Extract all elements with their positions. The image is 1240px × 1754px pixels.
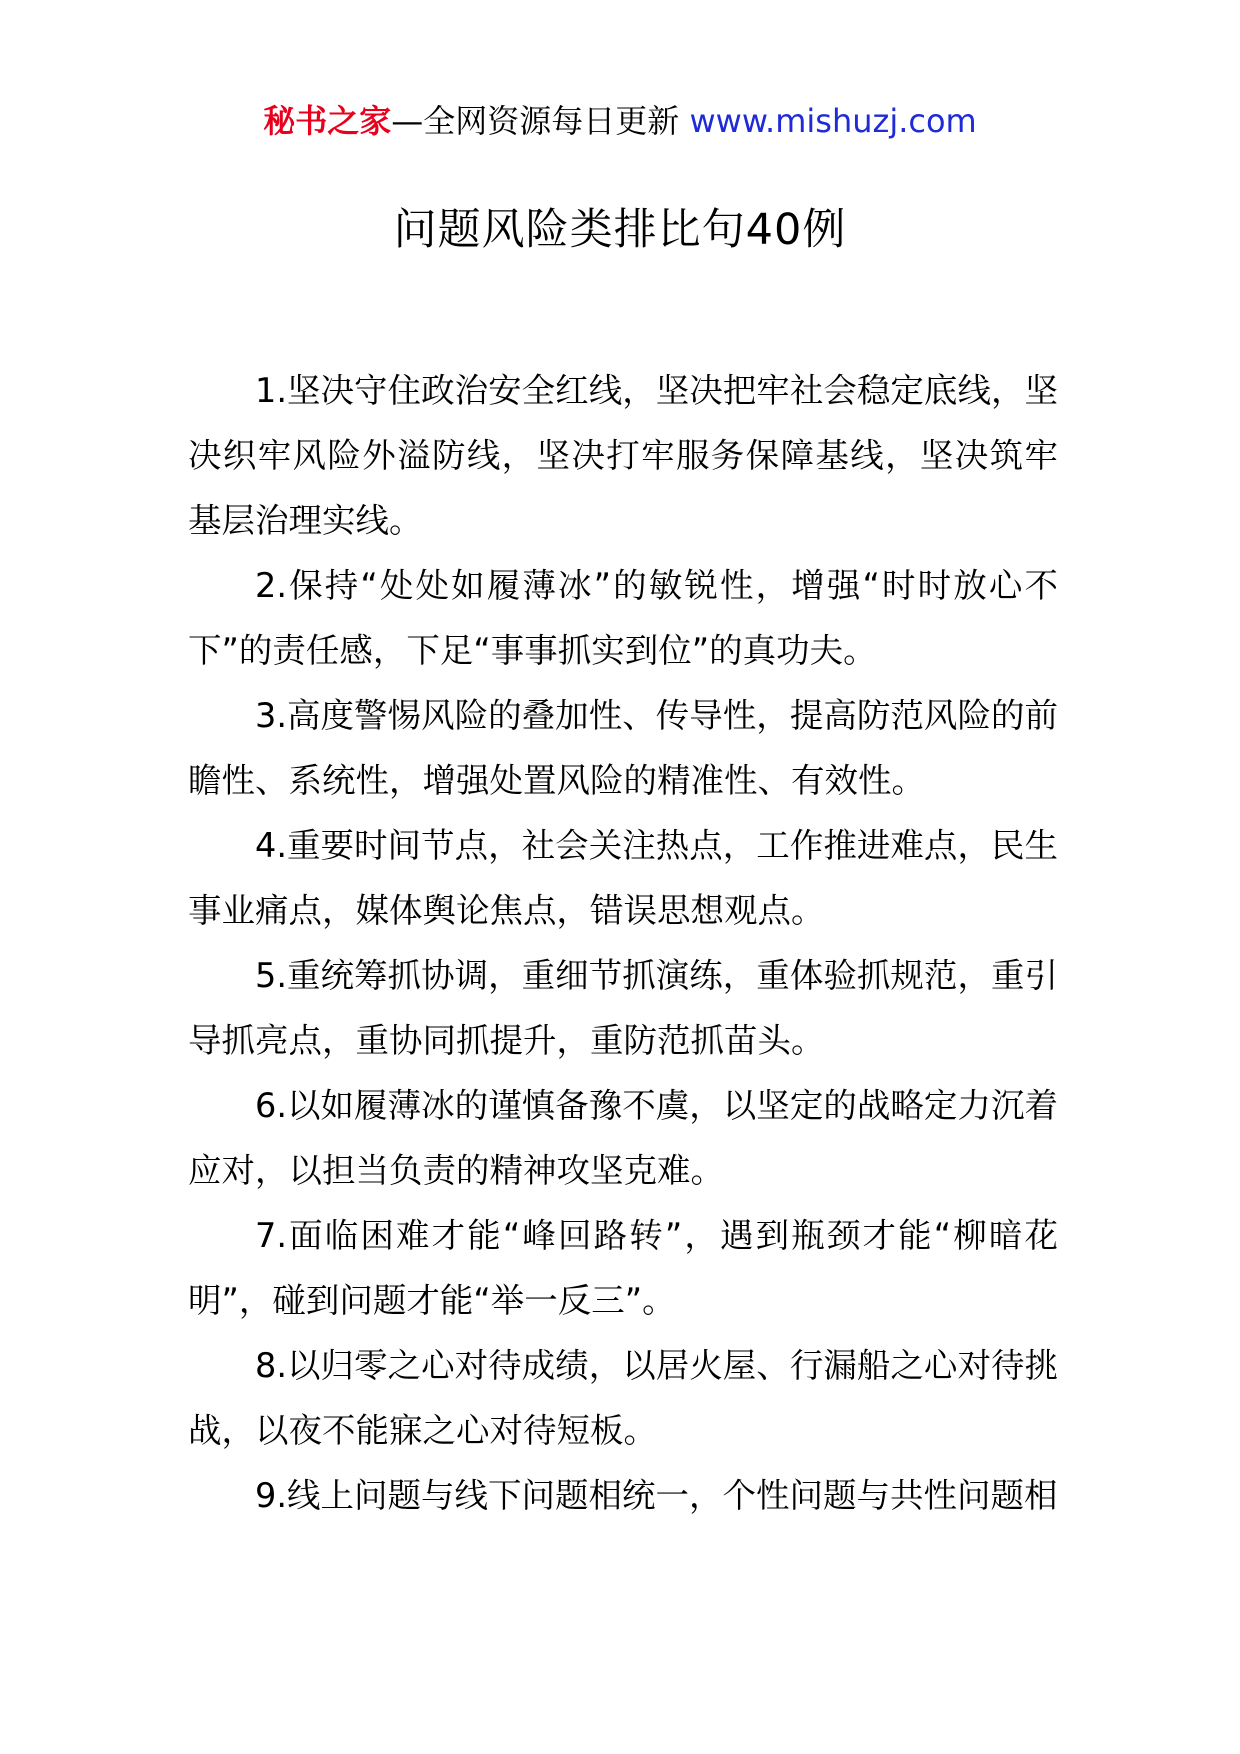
- paragraph-6: 6.以如履薄冰的谨慎备豫不虞，以坚定的战略定力沉着应对，以担当负责的精神攻坚克难。: [188, 1086, 1058, 1190]
- paragraph-1: 1.坚决守住政治安全红线，坚决把牢社会稳定底线，坚决织牢风险外溢防线，坚决打牢服务保障基线，坚决筑牢基层治理实线。: [188, 371, 1058, 540]
- paragraph-3: 3.高度警惕风险的叠加性、传导性，提高防范风险的前瞻性、系统性，增强处置风险的精准性、有效性。: [188, 696, 1058, 800]
- brand-name: 秘书之家: [263, 102, 392, 140]
- paragraph-8: 8.以归零之心对待成绩，以居火屋、行漏船之心对待挑战，以夜不能寐之心对待短板。: [188, 1346, 1058, 1450]
- site-url-link[interactable]: www.mishuzj.com: [689, 102, 977, 140]
- document-body: [188, 358, 1058, 1528]
- header-tagline: —全网资源每日更新: [391, 102, 680, 140]
- paragraph-4: 4.重要时间节点，社会关注热点，工作推进难点，民生事业痛点，媒体舆论焦点，错误思想观点。: [188, 826, 1058, 930]
- paragraph-2: 2.保持“处处如履薄冰”的敏锐性，增强“时时放心不下”的责任感，下足“事事抓实到位”的真功夫。: [188, 566, 1058, 670]
- document-title: 问题风险类排比句40例: [393, 205, 847, 255]
- paragraph-7: 7.面临困难才能“峰回路转”，遇到瓶颈才能“柳暗花明”，碰到问题才能“举一反三”。: [188, 1216, 1058, 1320]
- site-header: [0, 96, 1240, 146]
- paragraph-9: 9.线上问题与线下问题相统一，个性问题与共性问题相: [255, 1476, 1058, 1515]
- paragraph-5: 5.重统筹抓协调，重细节抓演练，重体验抓规范，重引导抓亮点，重协同抓提升，重防范抓苗头。: [188, 956, 1058, 1060]
